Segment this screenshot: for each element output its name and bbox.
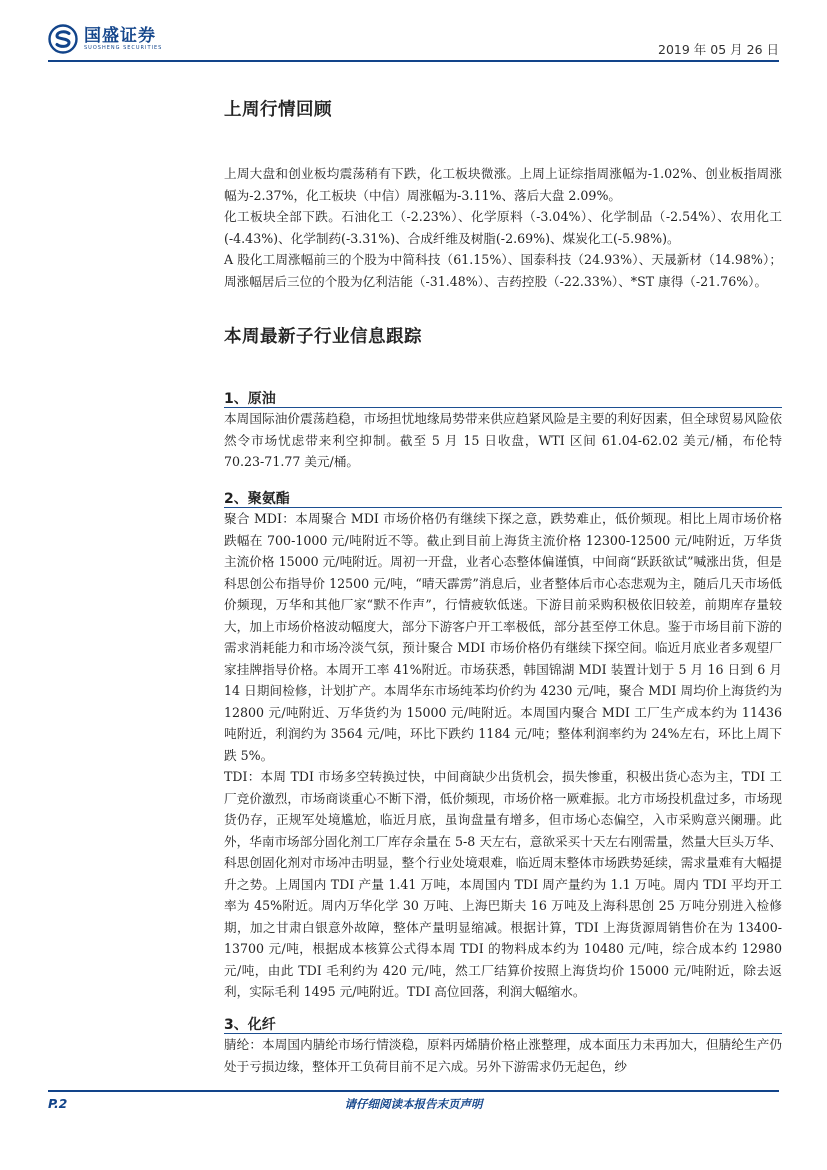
company-logo [48, 24, 162, 54]
report-date: 2019 年 05 月 26 日 [658, 42, 779, 57]
guosheng-logo-icon [48, 24, 78, 54]
footer-divider [48, 1090, 779, 1092]
footer-disclaimer: 请仔细阅读本报告末页声明 [344, 1097, 483, 1111]
review-body [224, 163, 782, 292]
section-title-crude-oil: 1、原油 [224, 391, 276, 407]
section-body-polyurethane [224, 508, 782, 1003]
review-heading: 上周行情回顾 [224, 100, 332, 120]
header-divider [48, 60, 779, 62]
review-paragraph: 上周大盘和创业板均震荡稍有下跌，化工板块微涨。上周上证综指周涨幅为-1.02%、创业板指周涨幅为-2.37%，化工板块（中信）周涨幅为-3.11%、落后大盘 2.09%。 [224, 166, 782, 203]
section-paragraph: 聚合 MDI：本周聚合 MDI 市场价格仍有继续下探之意，跌势难止，低价频现。相比上周市场价格跌幅在 700-1000 元/吨附近不等。截止到目前上海货主流价格 12300-12500 元/吨附近，万华货主流价格 15000 元/吨附近。周初一开盘，业者心态整体偏谨慎，中间商“跃跃欲试”喊涨出货，但是科思创公布指导价 12500 元/吨，“晴天霹雳”消息后，业者整体后市心态悲观为主，随后几天市场低价频现，万华和其他厂家“默不作声”，行情疲软低迷。下游目前采购积极依旧较差，前期库存量较大，加上市场价格波动幅度大，部分下游客户开工率极低，部分甚至停工休息。鉴于市场目前下游的需求消耗能力和市场冷淡气氛，预计聚合 MDI 市场价格仍有继续下探空间。临近月底业者多观望厂家挂牌指导价格。本周开工率 41%附近。市场获悉，韩国锦湖 MDI 装置计划于 5 月 16 日到 6 月 14 日期间检修，计划扩产。本周华东市场纯苯均价约为 4230 元/吨，聚合 MDI 周均价上海货约为 12800 元/吨附近、万华货约为 15000 元/吨附近。本周国内聚合 MDI 工厂生产成本约为 11436 吨附近，利润约为 3564 元/吨，环比下跌约 1184 元/吨；整体利润率约为 24%左右，环比上周下跌 5%。 [224, 511, 782, 763]
section-paragraph: 腈纶：本周国内腈纶市场行情淡稳，原料丙烯腈价格止涨整理，成本面压力未再加大，但腈纶生产仍处于亏损边缘，整体开工负荷目前不足六成。另外下游需求仍无起色，纱 [224, 1037, 782, 1074]
section-paragraph: 本周国际油价震荡趋稳，市场担忧地缘局势带来供应趋紧风险是主要的利好因素，但全球贸易风险依然令市场忧虑带来利空抑制。截至 5 月 15 日收盘，WTI 区间 61.04-62.02 美元/桶，布伦特 70.23-71.77 美元/桶。 [224, 411, 782, 469]
tracking-heading: 本周最新子行业信息跟踪 [224, 327, 422, 347]
logo-english-text: SUOSHENG SECURITIES [84, 44, 163, 51]
section-body-crude-oil [224, 408, 782, 473]
page-number: P.2 [48, 1096, 68, 1111]
section-body-chemical-fiber [224, 1034, 782, 1077]
section-paragraph: TDI：本周 TDI 市场多空转换过快，中间商缺少出货机会，损失惨重，积极出货心态为主，TDI 工厂竞价激烈，市场商谈重心不断下滑，低价频现，市场价格一厥难振。北方市场投机盘过多，市场现货仍存，正规军处境尴尬，临近月底，虽询盘量有增多，但市场心态偏空，入市采购意兴阑珊。此外，华南市场部分固化剂工厂库存余量在 5-8 天左右，意欲采买十天左右刚需量，然量大巨头万华、科思创固化剂对市场冲击明显，整个行业处境艰难，临近周末整体市场跌势延续，需求量难有大幅提升之势。上周国内 TDI 产量 1.41 万吨，本周国内 TDI 周产量约为 1.1 万吨。周内 TDI 平均开工率为 45%附近。周内万华化学 30 万吨、上海巴斯夫 16 万吨及上海科思创 25 万吨分别进入检修期，加之甘肃白银意外故障，整体产量明显缩减。根据计算，TDI 上海货源周销售价在为 13400-13700 元/吨，根据成本核算公式得本周 TDI 的物料成本约为 10480 元/吨，综合成本约 12980 元/吨，由此 TDI 毛利约为 420 元/吨，然工厂结算价按照上海货均价 15000 元/吨附近，除去返利，实际毛利 1495 元/吨附近。TDI 高位回落，利润大幅缩水。 [224, 769, 782, 999]
review-paragraph: A 股化工周涨幅前三的个股为中简科技（61.15%）、国泰科技（24.93%）、天晟新材（14.98%）；周涨幅居后三位的个股为亿利洁能（-31.48%）、吉药控股（-22.33%）、*ST 康得（-21.76%）。 [224, 252, 782, 289]
section-title-chemical-fiber: 3、化纤 [224, 1017, 276, 1033]
page-header [0, 0, 827, 70]
section-title-polyurethane: 2、聚氨酯 [224, 491, 290, 507]
review-paragraph: 化工板块全部下跌。石油化工（-2.23%）、化学原料（-3.04%）、化学制品（-2.54%）、农用化工(-4.43%)、化学制药(-3.31%)、合成纤维及树脂(-2.69%)、煤炭化工(-5.98%)。 [224, 209, 782, 246]
logo-chinese-text: 国盛证券 [84, 25, 156, 46]
